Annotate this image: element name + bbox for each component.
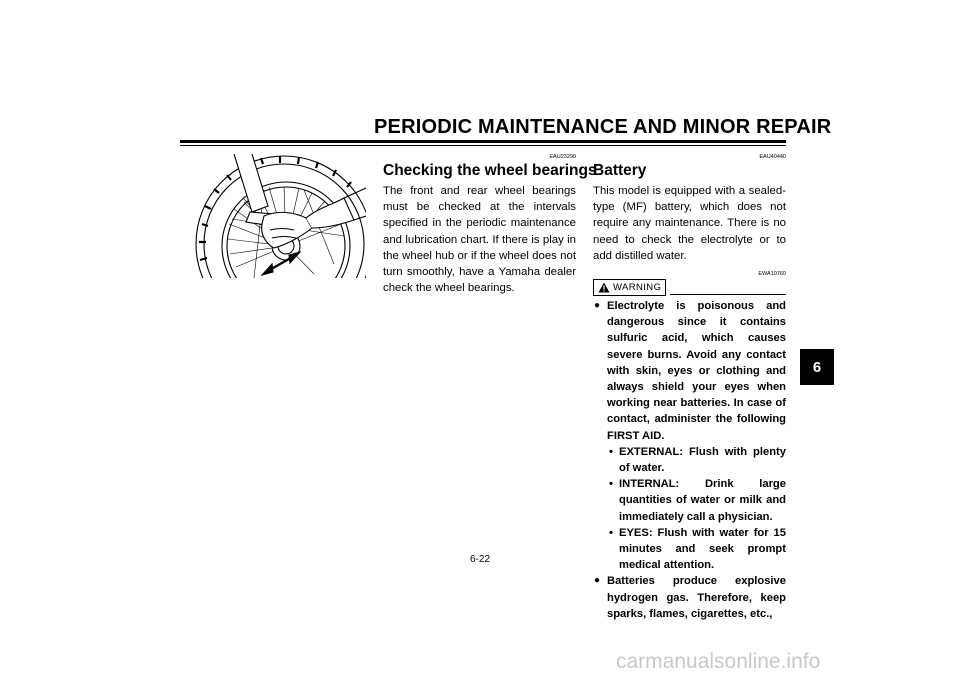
warning-rule <box>670 294 786 295</box>
warning-list <box>593 298 786 622</box>
sub-bullet-icon: • <box>609 478 613 491</box>
page-number: 6-22 <box>469 554 490 565</box>
section-body: This model is equipped with a sealed-type (MF) battery, which does not require any maintenance. There is no need to check the electrolyte or to add distilled water. <box>593 185 786 262</box>
page-header-title: PERIODIC MAINTENANCE AND MINOR REPAIR <box>374 116 832 138</box>
battery-section <box>593 153 786 622</box>
bullet-icon: ● <box>594 575 601 587</box>
first-aid-text: EXTERNAL: Flush with plenty of water. <box>619 445 786 475</box>
warning-label: WARNING <box>613 281 662 293</box>
first-aid-item <box>607 444 786 476</box>
warning-item-text: Batteries produce explosive hydrogen gas. Therefore, keep sparks, flames, cigarettes, etc., <box>607 575 786 620</box>
watermark: carmanualsonline.info <box>616 650 821 673</box>
section-title: Checking the wheel bearings <box>383 162 597 179</box>
warning-code: EWA10760 <box>758 271 786 278</box>
header-rule <box>180 140 786 143</box>
first-aid-text: INTERNAL: Drink large quantities of water or milk and immediately call a physician. <box>619 478 786 523</box>
sub-bullet-icon: • <box>609 445 613 458</box>
warning-label-box <box>593 279 666 296</box>
header-rule-thin <box>180 145 786 146</box>
section-code: EAU40440 <box>759 154 786 160</box>
chapter-tab: 6 <box>800 349 834 385</box>
first-aid-item <box>607 476 786 525</box>
warning-triangle-icon <box>598 282 610 293</box>
first-aid-list <box>607 444 786 574</box>
first-aid-text: EYES: Flush with water for 15 minutes and seek prompt medical attention. <box>619 526 786 572</box>
section-body: The front and rear wheel bearings must be checked at the intervals specified in the periodic maintenance and lubrication chart. If there is play in the wheel hub or if the wheel does not turn smoothly, have a Yamaha dealer check the wheel bearings. <box>383 185 576 295</box>
warning-item <box>593 298 786 573</box>
warning-header <box>593 278 786 296</box>
bullet-icon: ● <box>594 300 601 312</box>
sub-bullet-icon: • <box>609 526 613 539</box>
warning-item <box>593 573 786 622</box>
wheel-bearing-illustration <box>194 154 366 278</box>
section-code: EAU23290 <box>549 154 576 160</box>
wheel-bearings-section <box>383 153 597 296</box>
warning-item-text: Electrolyte is poisonous and dangerous since it contains sulfuric acid, which causes severe burns. Avoid any contact with skin, eyes or clothing and always shield your eyes when working near batteries. In case of contact, administer the following FIRST AID. <box>607 300 786 442</box>
first-aid-item <box>607 525 786 574</box>
section-title: Battery <box>593 162 647 179</box>
